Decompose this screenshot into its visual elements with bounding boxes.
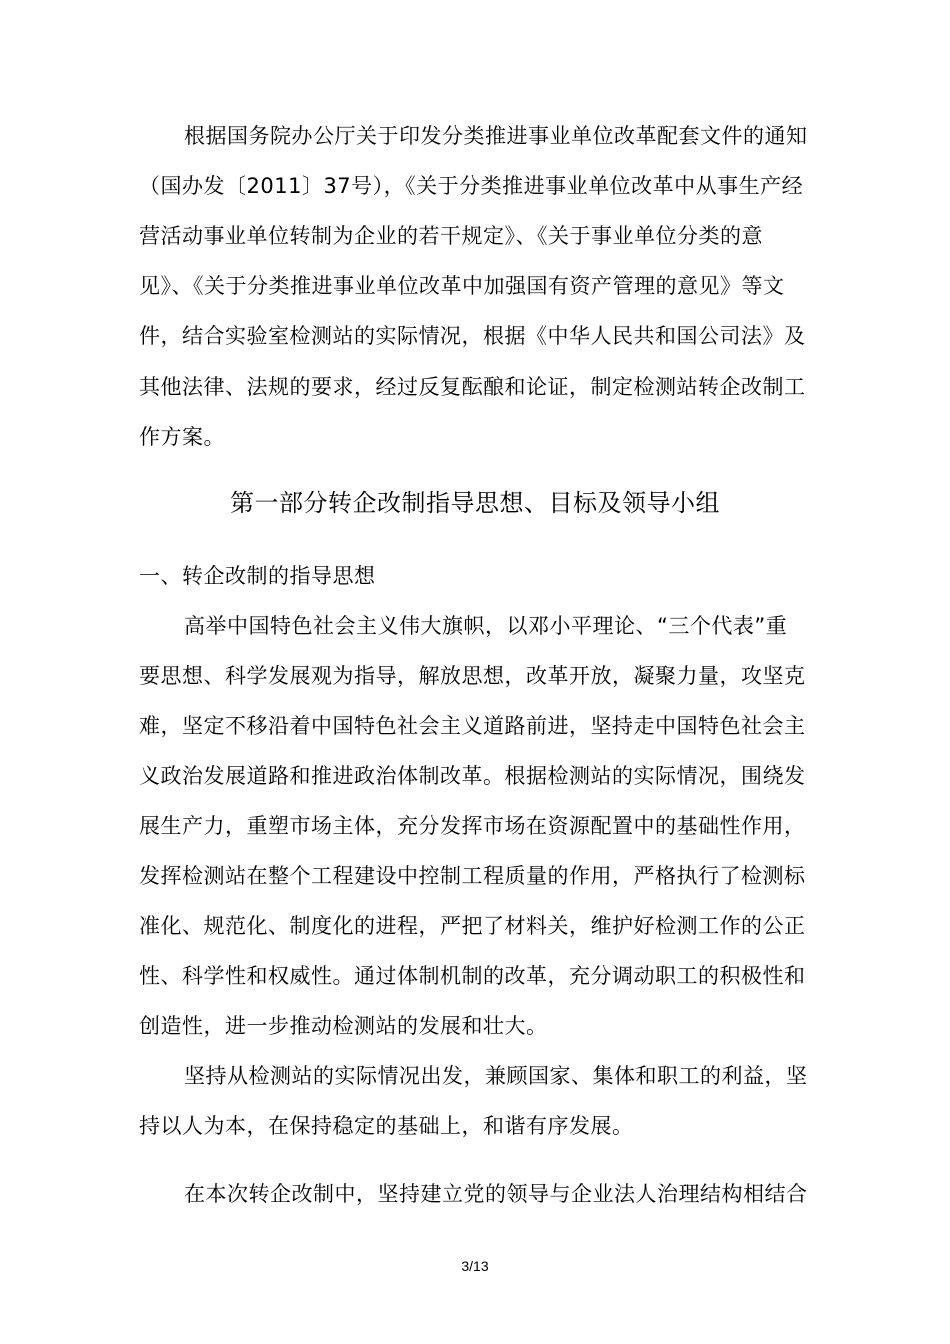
intro-line-7: 作方案。 — [139, 425, 225, 449]
intro-line-5: 件，结合实验室检测站的实际情况，根据《中华人民共和国公司法》及 — [139, 324, 806, 348]
para1-line-5: 展生产力，重塑市场主体，充分发挥市场在资源配置中的基础性作用， — [139, 814, 806, 838]
intro-line-1: 根据国务院办公厅关于印发分类推进事业单位改革配套文件的通知 — [184, 124, 808, 148]
intro-line-3: 营活动事业单位转制为企业的若干规定》、《关于事业单位分类的意 — [139, 224, 763, 248]
para2-line-1: 坚持从检测站的实际情况出发，兼顾国家、集体和职工的利益，坚 — [184, 1064, 808, 1088]
para1-line-9: 创造性，进一步推动检测站的发展和壮大。 — [139, 1014, 548, 1038]
para1-line-7: 准化、规范化、制度化的进程，严把了材料关，维护好检测工作的公正 — [139, 914, 806, 938]
para1-line-8: 性、科学性和权威性。通过体制机制的改革，充分调动职工的积极性和 — [139, 964, 806, 988]
para1-line-2: 要思想、科学发展观为指导，解放思想，改革开放，凝聚力量，攻坚克 — [139, 664, 806, 688]
para1-line-1: 高举中国特色社会主义伟大旗帜，以邓小平理论、“三个代表”重 — [184, 614, 788, 638]
part-heading: 第一部分转企改制指导思想、目标及领导小组 — [230, 489, 720, 517]
intro-line-6: 其他法律、法规的要求，经过反复酝酿和论证，制定检测站转企改制工 — [139, 375, 806, 399]
para1-line-3: 难，坚定不移沿着中国特色社会主义道路前进，坚持走中国特色社会主 — [139, 714, 806, 738]
intro-line-2: （国办发〔2011〕37号），《关于分类推进事业单位改革中从事生产经 — [139, 174, 804, 198]
para2-line-2: 持以人为本，在保持稳定的基础上，和谐有序发展。 — [139, 1114, 634, 1138]
intro-line-4: 见》、《关于分类推进事业单位改革中加强国有资产管理的意见》等文 — [139, 274, 785, 298]
section-title: 一、转企改制的指导思想 — [139, 564, 376, 588]
para1-line-6: 发挥检测站在整个工程建设中控制工程质量的作用，严格执行了检测标 — [139, 864, 806, 888]
para3-line-1: 在本次转企改制中，坚持建立党的领导与企业法人治理结构相结合 — [184, 1182, 808, 1206]
page-number: 3/13 — [461, 1258, 489, 1274]
para1-line-4: 义政治发展道路和推进政治体制改革。根据检测站的实际情况，围绕发 — [139, 764, 806, 788]
